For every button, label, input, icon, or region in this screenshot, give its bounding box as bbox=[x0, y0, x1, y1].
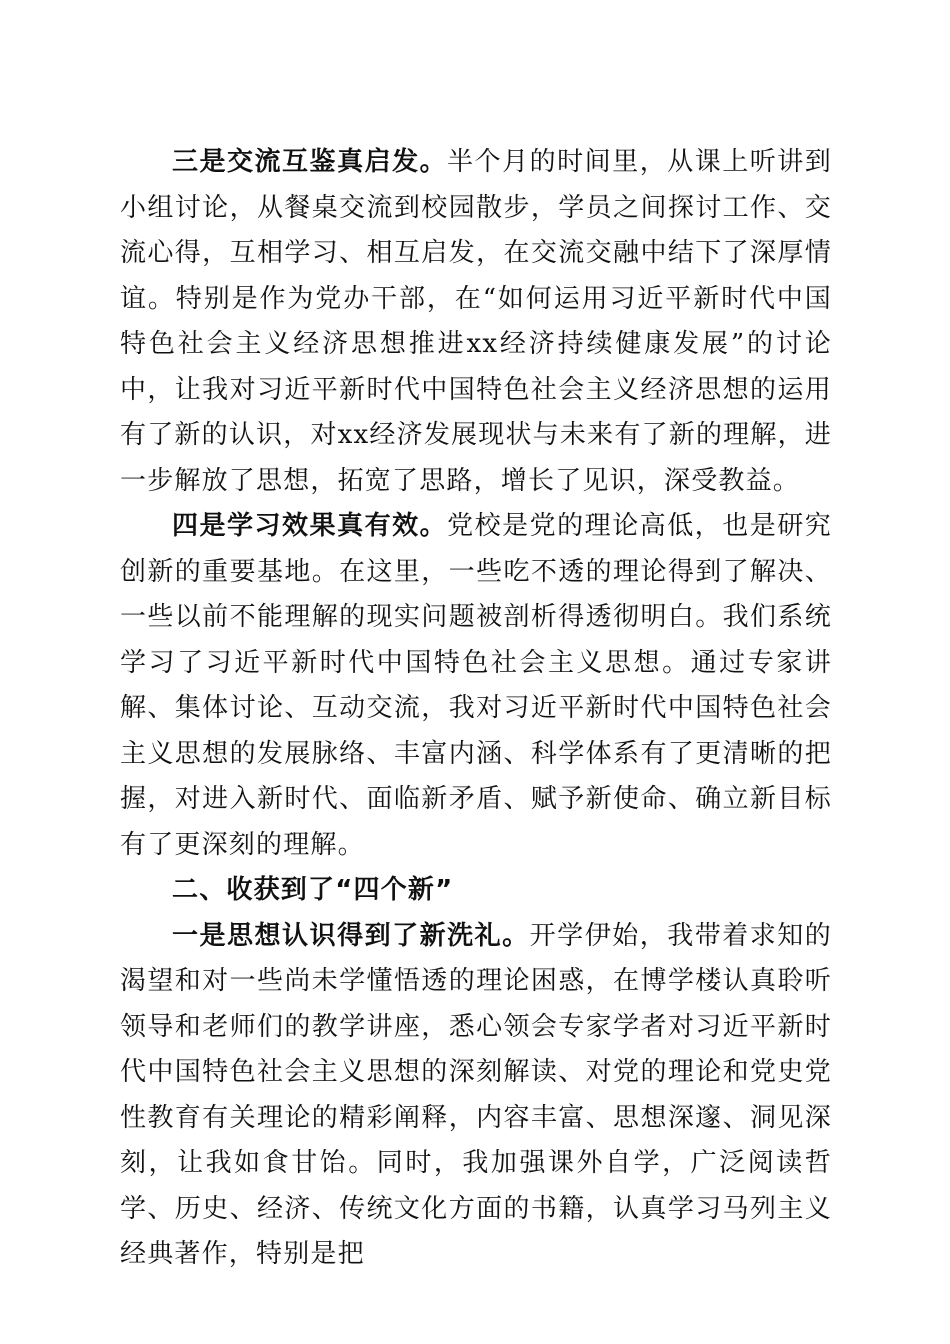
paragraph-thought bbox=[120, 914, 832, 1278]
document-page bbox=[120, 140, 832, 1278]
paragraph-lead: 四是学习效果真有效。 bbox=[172, 511, 448, 541]
paragraph-lead: 一是思想认识得到了新洗礼。 bbox=[172, 920, 530, 951]
paragraph-effect bbox=[120, 504, 832, 868]
paragraph-body: 党校是党的理论高低，也是研究创新的重要基地。在这里，一些吃不透的理论得到了解决、一些以前不能理解的现实问题被剖析得透彻明白。我们系统学习了习近平新时代中国特色社会主义思想。通过专家讲解、集体讨论、互动交流，我对习近平新时代中国特色社会主义思想的发展脉络、丰富内涵、科学体系有了更清晰的把握，对进入新时代、面临新矛盾、赋予新使命、确立新目标有了更深刻的理解。 bbox=[120, 511, 832, 860]
paragraph-body: 半个月的时间里，从课上听讲到小组讨论，从餐桌交流到校园散步，学员之间探讨工作、交流心得，互相学习、相互启发，在交流交融中结下了深厚情谊。特别是作为党办干部，在“如何运用习近平新时代中国特色社会主义经济思想推进xx经济持续健康发展”的讨论中，让我对习近平新时代中国特色社会主义经济思想的运用有了新的认识，对xx经济发展现状与未来有了新的理解，进一步解放了思想，拓宽了思路，增长了见识，深受教益。 bbox=[120, 147, 832, 496]
paragraph-body: 开学伊始，我带着求知的渴望和对一些尚未学懂悟透的理论困惑，在博学楼认真聆听领导和老师们的教学讲座，悉心领会专家学者对习近平新时代中国特色社会主义思想的深刻解读、对党的理论和党史党性教育有关理论的精彩阐释，内容丰富、思想深邃、洞见深刻，让我如食甘饴。同时，我加强课外自学，广泛阅读哲学、历史、经济、传统文化方面的书籍，认真学习马列主义经典著作，特别是把 bbox=[120, 920, 832, 1269]
section-heading: 二、收获到了“四个新” bbox=[172, 875, 454, 905]
paragraph-lead: 三是交流互鉴真启发。 bbox=[172, 147, 448, 177]
paragraph-exchange bbox=[120, 140, 832, 504]
